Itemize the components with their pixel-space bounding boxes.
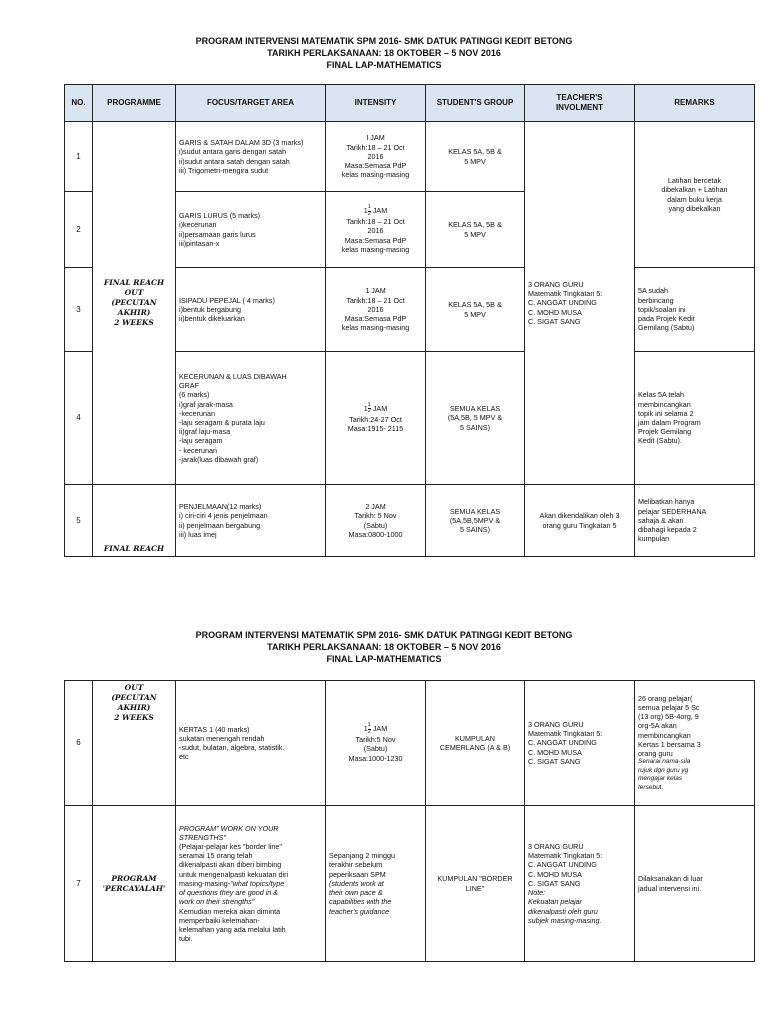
focus-cell	[176, 806, 326, 962]
row-no: 4	[65, 352, 93, 485]
programme-cell: FINAL REACH OUT (PECUTAN AKHIR) 2 WEEKS	[93, 122, 176, 485]
intensity-period: Sepanjang 2 minggu terakhir sebelum peperiksaan SPM	[329, 851, 395, 879]
table-row	[65, 806, 755, 962]
intensity-cell: I JAM Tarikh:18 – 21 Oct 2016 Masa:Semasa PdP kelas masing-masing	[326, 122, 426, 192]
teacher-cell: 3 ORANG GURU Matematik Tingkatan 5: C. ANGGAT UNDING C. MOHD MUSA C. SIGAT SANG	[525, 681, 635, 806]
row-no: 6	[65, 681, 93, 806]
remarks-cell: Melibatkan hanya pelajar SEDERHANA sahaja & akan dibahagi kepada 2 kumpulan	[635, 485, 755, 557]
header-line-1: PROGRAM INTERVENSI MATEMATIK SPM 2016- SMK DATUK PATINGGI KEDIT BETONG	[195, 630, 573, 640]
remarks-cell: 5A sudah berbincang topik/soalan ini pada Projek Kedit Gemilang (Sabtu)	[635, 268, 755, 352]
focus-desc: (Pelajar-pelajar kes "border line" seramai 15 orang telah dikenalpasti akan diberi bimbing untuk mengenalpasti kekuatan diri masing-masing-	[179, 842, 289, 888]
focus-cell: GARIS LURUS (5 marks) i)kecerunan ii)persamaan garis lurus iii)pintasan-x	[176, 192, 326, 268]
col-programme: PROGRAMME	[93, 85, 176, 122]
teacher-cell	[525, 806, 635, 962]
intensity-detail: Tarikh:5 Nov (Sabtu) Masa:1000-1230	[348, 735, 403, 763]
col-focus: FOCUS/TARGET AREA	[176, 85, 326, 122]
focus-cell: GARIS & SATAH DALAM 3D (3 marks) i)sudut antara garis dengan satah ii)sudut antara satah dengan satah iii) Trigometri-mengira sudut	[176, 122, 326, 192]
header-line-2: TARIKH PERLAKSANAAN: 18 OKTOBER – 5 NOV 2016	[267, 48, 501, 58]
header-line-2: TARIKH PERLAKSANAAN: 18 OKTOBER – 5 NOV 2016	[267, 642, 501, 652]
group-cell: KELAS 5A, 5B & 5 MPV	[426, 122, 525, 192]
remarks-note: Senarai nama-sila rujuk dgn guru yg mengajar kelas tersebut.	[638, 758, 691, 791]
teacher-cell: Akan dikendalikan oleh 3 orang guru Tingkatan 5	[525, 485, 635, 557]
intensity-whole: 1	[363, 206, 368, 215]
focus-title: PROGRAM" WORK ON YOUR STRENGTHS"	[179, 823, 279, 842]
group-cell: KUMPULAN CEMERLANG (A & B)	[426, 681, 525, 806]
intensity-unit: JAM	[370, 206, 388, 215]
focus-cell: KERTAS 1 (40 marks) sukatan menengah rendah -sudut, bulatan, algebra, statistik. etc	[176, 681, 326, 806]
intensity-cell: 2 JAM Tarikh: 5 Nov (Sabtu) Masa:0800-1000	[326, 485, 426, 557]
teacher-cell: 3 ORANG GURU Matematik Tingkatan 5: C. ANGGAT UNDING C. MOHD MUSA C. SIGAT SANG	[525, 122, 635, 485]
intensity-whole: 1	[363, 403, 368, 413]
remarks-cell: Kelas 5A telah membincangkan topik ini selama 2 jam dalam Program Projek Gemilang Kedit (Sabtu).	[635, 352, 755, 485]
header-line-3: FINAL LAP-MATHEMATICS	[326, 60, 442, 70]
remarks-main: 26 orang pelajar( semua pelajar 5 Sc (13 org) 5B-4org, 9 org-5A akan membincangkan Kertas 1 bersama 3 orang guru	[638, 693, 701, 758]
group-cell: KELAS 5A, 5B & 5 MPV	[426, 192, 525, 268]
focus-cell: KECERUNAN & LUAS DIBAWAH GRAF (6 marks) i)graf jarak-masa -kecerunan -laju seragam & purata laju ii)graf laju-masa -laju seragam - kecerunan -jarak(luas dibawah graf)	[176, 352, 326, 485]
remarks-cell: Latihan bercetak dibekalkan + Latihan dalam buku kerja yang dibekalkan	[635, 122, 755, 268]
intensity-note: (students work at their own pace & capabilities with the teacher's guidance	[329, 878, 392, 916]
intensity-detail: Tarikh:18 – 21 Oct 2016 Masa:Semasa PdP kelas masing-masing	[341, 217, 410, 254]
group-cell: SEMUA KELAS (5A,5B,5MPV & 5 SAINS)	[426, 485, 525, 557]
intensity-cell: 1 JAM Tarikh:18 – 21 Oct 2016 Masa:Semasa PdP kelas masing-masing	[326, 268, 426, 352]
col-remarks: REMARKS	[635, 85, 755, 122]
row-no: 2	[65, 192, 93, 268]
page-header-2	[0, 629, 768, 665]
half-fraction: $\frac{1}{2}$	[367, 401, 371, 415]
remarks-cell: Dilaksanakan di luar jadual intervensi ini.	[635, 806, 755, 962]
intensity-whole: 1	[363, 724, 368, 734]
col-group: STUDENT'S GROUP	[426, 85, 525, 122]
focus-cell: ISIPADU PEPEJAL ( 4 marks) i)bentuk bergabung ii)bentuk dikeluarkan	[176, 268, 326, 352]
row-no: 7	[65, 806, 93, 962]
remarks-cell	[635, 681, 755, 806]
group-cell: KELAS 5A, 5B & 5 MPV	[426, 268, 525, 352]
col-teacher: TEACHER'S INVOLMENT	[525, 85, 635, 122]
intensity-unit: JAM	[370, 403, 388, 413]
intensity-detail: Tarikh:24-27 Oct Masa:1915- 2115	[347, 414, 404, 433]
half-fraction: $\frac{1}{2}$	[367, 722, 371, 735]
intervention-table-2	[64, 680, 755, 962]
header-line-3: FINAL LAP-MATHEMATICS	[326, 654, 442, 664]
programme-cell: PROGRAM 'PERCAYALAH'	[93, 806, 176, 962]
intensity-cell	[326, 192, 426, 268]
table-row	[65, 485, 755, 557]
half-fraction: $\frac{1}{2}$	[367, 204, 371, 217]
intensity-cell	[326, 352, 426, 485]
col-intensity: INTENSITY	[326, 85, 426, 122]
programme-cell: OUT (PECUTAN AKHIR) 2 WEEKS	[93, 681, 176, 806]
page-header-1	[0, 35, 768, 71]
row-no: 3	[65, 268, 93, 352]
intensity-cell	[326, 806, 426, 962]
header-line-1: PROGRAM INTERVENSI MATEMATIK SPM 2016- SMK DATUK PATINGGI KEDIT BETONG	[195, 36, 573, 46]
teacher-note: Note: Kekuatan pelajar dikenalpasti oleh guru subjek masing-masing.	[528, 888, 602, 925]
row-no: 5	[65, 485, 93, 557]
col-no: NO.	[65, 85, 93, 122]
focus-cell: PENJELMAAN(12 marks) i) ciri-ciri 4 jenis penjelmaan ii) penjelmaan bergabung iii) luas imej	[176, 485, 326, 557]
row-no: 1	[65, 122, 93, 192]
intervention-table-1	[64, 84, 755, 557]
table-row	[65, 122, 755, 192]
table-row	[65, 681, 755, 806]
focus-quote: "what topics/type of questions they are good in & work on their strengths"	[179, 878, 285, 907]
intensity-cell	[326, 681, 426, 806]
programme-cell: FINAL REACH	[93, 485, 176, 557]
group-cell: SEMUA KELAS (5A,5B, 5 MPV & 5 SAINS)	[426, 352, 525, 485]
focus-followup: Kemudian mereka akan diminta memperbaiki kelemahan- kelemahan yang ada melalui latih tubi.	[179, 906, 286, 944]
intensity-unit: JAM	[370, 724, 388, 734]
group-cell: KUMPULAN "BORDER LINE"	[426, 806, 525, 962]
teacher-list: 3 ORANG GURU Matematik Tingkatan 5: C. ANGGAT UNDING C. MOHD MUSA C. SIGAT SANG	[528, 842, 603, 888]
table-header-row	[65, 85, 755, 122]
